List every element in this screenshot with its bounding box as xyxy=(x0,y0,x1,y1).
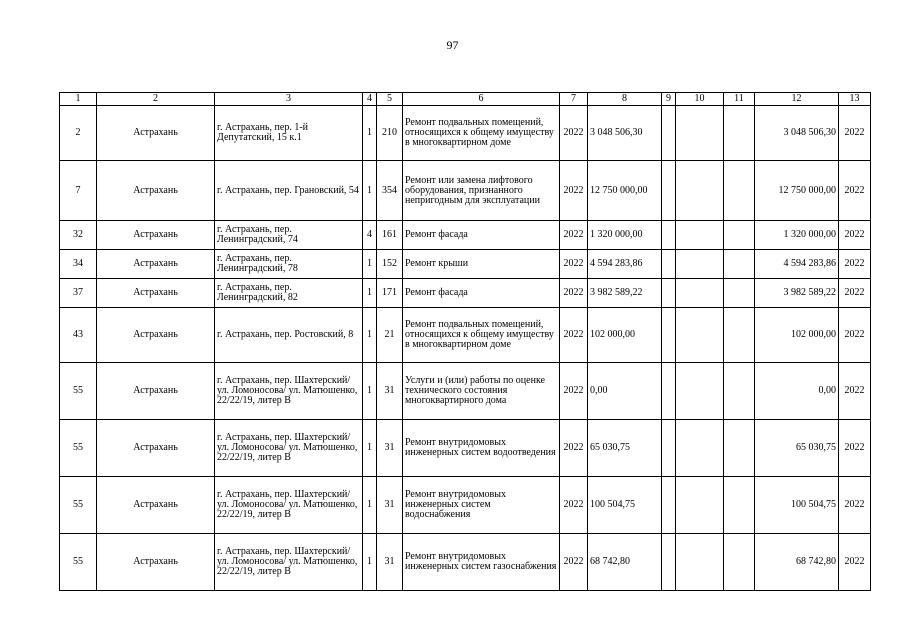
page-number: 97 xyxy=(446,38,459,52)
cell-col-9 xyxy=(662,250,676,279)
cell-work-type: Ремонт фасада xyxy=(403,221,560,250)
cell-row-number: 43 xyxy=(60,308,97,363)
column-header: 7 xyxy=(560,93,588,106)
cell-col-9 xyxy=(662,308,676,363)
cell-col-4: 1 xyxy=(363,250,377,279)
cell-year: 2022 xyxy=(560,363,588,420)
cell-address: г. Астрахань, пер. Шахтерский/ ул. Ломоносова/ ул. Матюшенко, 22/22/19, литер В xyxy=(215,534,363,591)
cell-col-9 xyxy=(662,363,676,420)
cell-col-5: 31 xyxy=(377,534,403,591)
cell-col-4: 1 xyxy=(363,420,377,477)
column-header: 10 xyxy=(676,93,724,106)
cell-completion-year: 2022 xyxy=(839,250,871,279)
cell-col-4: 4 xyxy=(363,221,377,250)
cell-col-10 xyxy=(676,420,724,477)
cell-col-11 xyxy=(724,279,755,308)
cell-col-11 xyxy=(724,161,755,221)
cell-completion-year: 2022 xyxy=(839,279,871,308)
cell-row-number: 7 xyxy=(60,161,97,221)
column-header: 3 xyxy=(215,93,363,106)
cell-address: г. Астрахань, пер. Ленинградский, 82 xyxy=(215,279,363,308)
cell-year: 2022 xyxy=(560,420,588,477)
cell-col-9 xyxy=(662,221,676,250)
cell-address: г. Астрахань, пер. Ленинградский, 74 xyxy=(215,221,363,250)
cell-total-cost: 3 048 506,30 xyxy=(755,106,839,161)
cell-year: 2022 xyxy=(560,477,588,534)
repair-register-table xyxy=(59,92,871,591)
cell-year: 2022 xyxy=(560,308,588,363)
cell-total-cost: 68 742,80 xyxy=(755,534,839,591)
cell-completion-year: 2022 xyxy=(839,477,871,534)
cell-col-11 xyxy=(724,221,755,250)
cell-cost: 3 982 589,22 xyxy=(588,279,662,308)
table-row xyxy=(60,106,871,161)
cell-row-number: 55 xyxy=(60,534,97,591)
cell-col-5: 161 xyxy=(377,221,403,250)
cell-col-4: 1 xyxy=(363,534,377,591)
cell-col-11 xyxy=(724,477,755,534)
column-header: 9 xyxy=(662,93,676,106)
cell-col-11 xyxy=(724,534,755,591)
column-header: 2 xyxy=(97,93,215,106)
cell-col-10 xyxy=(676,477,724,534)
cell-col-11 xyxy=(724,106,755,161)
column-header: 5 xyxy=(377,93,403,106)
cell-work-type: Ремонт подвальных помещений, относящихся к общему имуществу в многоквартирном доме xyxy=(403,106,560,161)
cell-col-5: 31 xyxy=(377,477,403,534)
cell-col-11 xyxy=(724,250,755,279)
cell-col-10 xyxy=(676,308,724,363)
cell-year: 2022 xyxy=(560,221,588,250)
table-row xyxy=(60,161,871,221)
cell-total-cost: 100 504,75 xyxy=(755,477,839,534)
cell-cost: 3 048 506,30 xyxy=(588,106,662,161)
cell-col-4: 1 xyxy=(363,308,377,363)
cell-total-cost: 0,00 xyxy=(755,363,839,420)
table-row xyxy=(60,221,871,250)
cell-col-5: 152 xyxy=(377,250,403,279)
table-row xyxy=(60,250,871,279)
cell-row-number: 37 xyxy=(60,279,97,308)
cell-col-10 xyxy=(676,534,724,591)
cell-year: 2022 xyxy=(560,534,588,591)
cell-col-4: 1 xyxy=(363,279,377,308)
column-header: 6 xyxy=(403,93,560,106)
cell-col-5: 21 xyxy=(377,308,403,363)
cell-address: г. Астрахань, пер. Шахтерский/ ул. Ломоносова/ ул. Матюшенко, 22/22/19, литер В xyxy=(215,477,363,534)
cell-work-type: Ремонт подвальных помещений, относящихся к общему имуществу в многоквартирном доме xyxy=(403,308,560,363)
cell-municipality: Астрахань xyxy=(97,534,215,591)
cell-row-number: 34 xyxy=(60,250,97,279)
table-row xyxy=(60,534,871,591)
table-row xyxy=(60,308,871,363)
cell-total-cost: 102 000,00 xyxy=(755,308,839,363)
cell-municipality: Астрахань xyxy=(97,161,215,221)
cell-municipality: Астрахань xyxy=(97,250,215,279)
cell-total-cost: 65 030,75 xyxy=(755,420,839,477)
cell-completion-year: 2022 xyxy=(839,161,871,221)
column-number-row xyxy=(60,93,871,106)
table-row xyxy=(60,477,871,534)
column-header: 1 xyxy=(60,93,97,106)
cell-work-type: Услуги и (или) работы по оценке технического состояния многоквартирного дома xyxy=(403,363,560,420)
cell-address: г. Астрахань, пер. Ленинградский, 78 xyxy=(215,250,363,279)
cell-row-number: 55 xyxy=(60,420,97,477)
cell-col-10 xyxy=(676,161,724,221)
cell-col-9 xyxy=(662,279,676,308)
column-header: 13 xyxy=(839,93,871,106)
cell-municipality: Астрахань xyxy=(97,420,215,477)
cell-row-number: 32 xyxy=(60,221,97,250)
cell-address: г. Астрахань, пер. 1-й Депутатский, 15 к.1 xyxy=(215,106,363,161)
table-row xyxy=(60,363,871,420)
cell-total-cost: 1 320 000,00 xyxy=(755,221,839,250)
cell-col-9 xyxy=(662,106,676,161)
cell-municipality: Астрахань xyxy=(97,363,215,420)
cell-total-cost: 4 594 283,86 xyxy=(755,250,839,279)
table-row xyxy=(60,420,871,477)
cell-col-5: 31 xyxy=(377,420,403,477)
cell-col-4: 1 xyxy=(363,477,377,534)
cell-municipality: Астрахань xyxy=(97,477,215,534)
cell-cost: 100 504,75 xyxy=(588,477,662,534)
cell-work-type: Ремонт внутридомовых инженерных систем газоснабжения xyxy=(403,534,560,591)
cell-col-9 xyxy=(662,420,676,477)
cell-col-5: 210 xyxy=(377,106,403,161)
cell-completion-year: 2022 xyxy=(839,308,871,363)
cell-cost: 1 320 000,00 xyxy=(588,221,662,250)
cell-year: 2022 xyxy=(560,106,588,161)
cell-row-number: 2 xyxy=(60,106,97,161)
cell-col-4: 1 xyxy=(363,363,377,420)
cell-cost: 68 742,80 xyxy=(588,534,662,591)
cell-col-11 xyxy=(724,363,755,420)
table-row xyxy=(60,279,871,308)
cell-work-type: Ремонт крыши xyxy=(403,250,560,279)
cell-row-number: 55 xyxy=(60,477,97,534)
cell-work-type: Ремонт или замена лифтового оборудования, признанного непригодным для эксплуатации xyxy=(403,161,560,221)
cell-col-5: 354 xyxy=(377,161,403,221)
cell-col-10 xyxy=(676,221,724,250)
cell-work-type: Ремонт фасада xyxy=(403,279,560,308)
cell-year: 2022 xyxy=(560,161,588,221)
cell-col-11 xyxy=(724,420,755,477)
cell-col-4: 1 xyxy=(363,106,377,161)
cell-col-10 xyxy=(676,106,724,161)
cell-total-cost: 12 750 000,00 xyxy=(755,161,839,221)
cell-col-10 xyxy=(676,250,724,279)
column-header: 4 xyxy=(363,93,377,106)
cell-total-cost: 3 982 589,22 xyxy=(755,279,839,308)
column-header: 12 xyxy=(755,93,839,106)
cell-completion-year: 2022 xyxy=(839,221,871,250)
cell-col-9 xyxy=(662,534,676,591)
cell-col-11 xyxy=(724,308,755,363)
cell-municipality: Астрахань xyxy=(97,106,215,161)
cell-work-type: Ремонт внутридомовых инженерных систем водоснабжения xyxy=(403,477,560,534)
cell-cost: 65 030,75 xyxy=(588,420,662,477)
cell-cost: 12 750 000,00 xyxy=(588,161,662,221)
cell-col-5: 171 xyxy=(377,279,403,308)
column-header: 8 xyxy=(588,93,662,106)
cell-cost: 102 000,00 xyxy=(588,308,662,363)
cell-col-9 xyxy=(662,477,676,534)
cell-year: 2022 xyxy=(560,250,588,279)
cell-col-9 xyxy=(662,161,676,221)
cell-cost: 0,00 xyxy=(588,363,662,420)
cell-municipality: Астрахань xyxy=(97,221,215,250)
cell-completion-year: 2022 xyxy=(839,106,871,161)
cell-col-10 xyxy=(676,279,724,308)
cell-cost: 4 594 283,86 xyxy=(588,250,662,279)
cell-work-type: Ремонт внутридомовых инженерных систем водоотведения xyxy=(403,420,560,477)
cell-address: г. Астрахань, пер. Ростовский, 8 xyxy=(215,308,363,363)
cell-year: 2022 xyxy=(560,279,588,308)
cell-col-4: 1 xyxy=(363,161,377,221)
cell-completion-year: 2022 xyxy=(839,363,871,420)
cell-municipality: Астрахань xyxy=(97,308,215,363)
cell-row-number: 55 xyxy=(60,363,97,420)
cell-col-10 xyxy=(676,363,724,420)
cell-completion-year: 2022 xyxy=(839,534,871,591)
cell-col-5: 31 xyxy=(377,363,403,420)
column-header: 11 xyxy=(724,93,755,106)
cell-address: г. Астрахань, пер. Грановский, 54 xyxy=(215,161,363,221)
cell-address: г. Астрахань, пер. Шахтерский/ ул. Ломоносова/ ул. Матюшенко, 22/22/19, литер В xyxy=(215,363,363,420)
cell-address: г. Астрахань, пер. Шахтерский/ ул. Ломоносова/ ул. Матюшенко, 22/22/19, литер В xyxy=(215,420,363,477)
cell-municipality: Астрахань xyxy=(97,279,215,308)
cell-completion-year: 2022 xyxy=(839,420,871,477)
